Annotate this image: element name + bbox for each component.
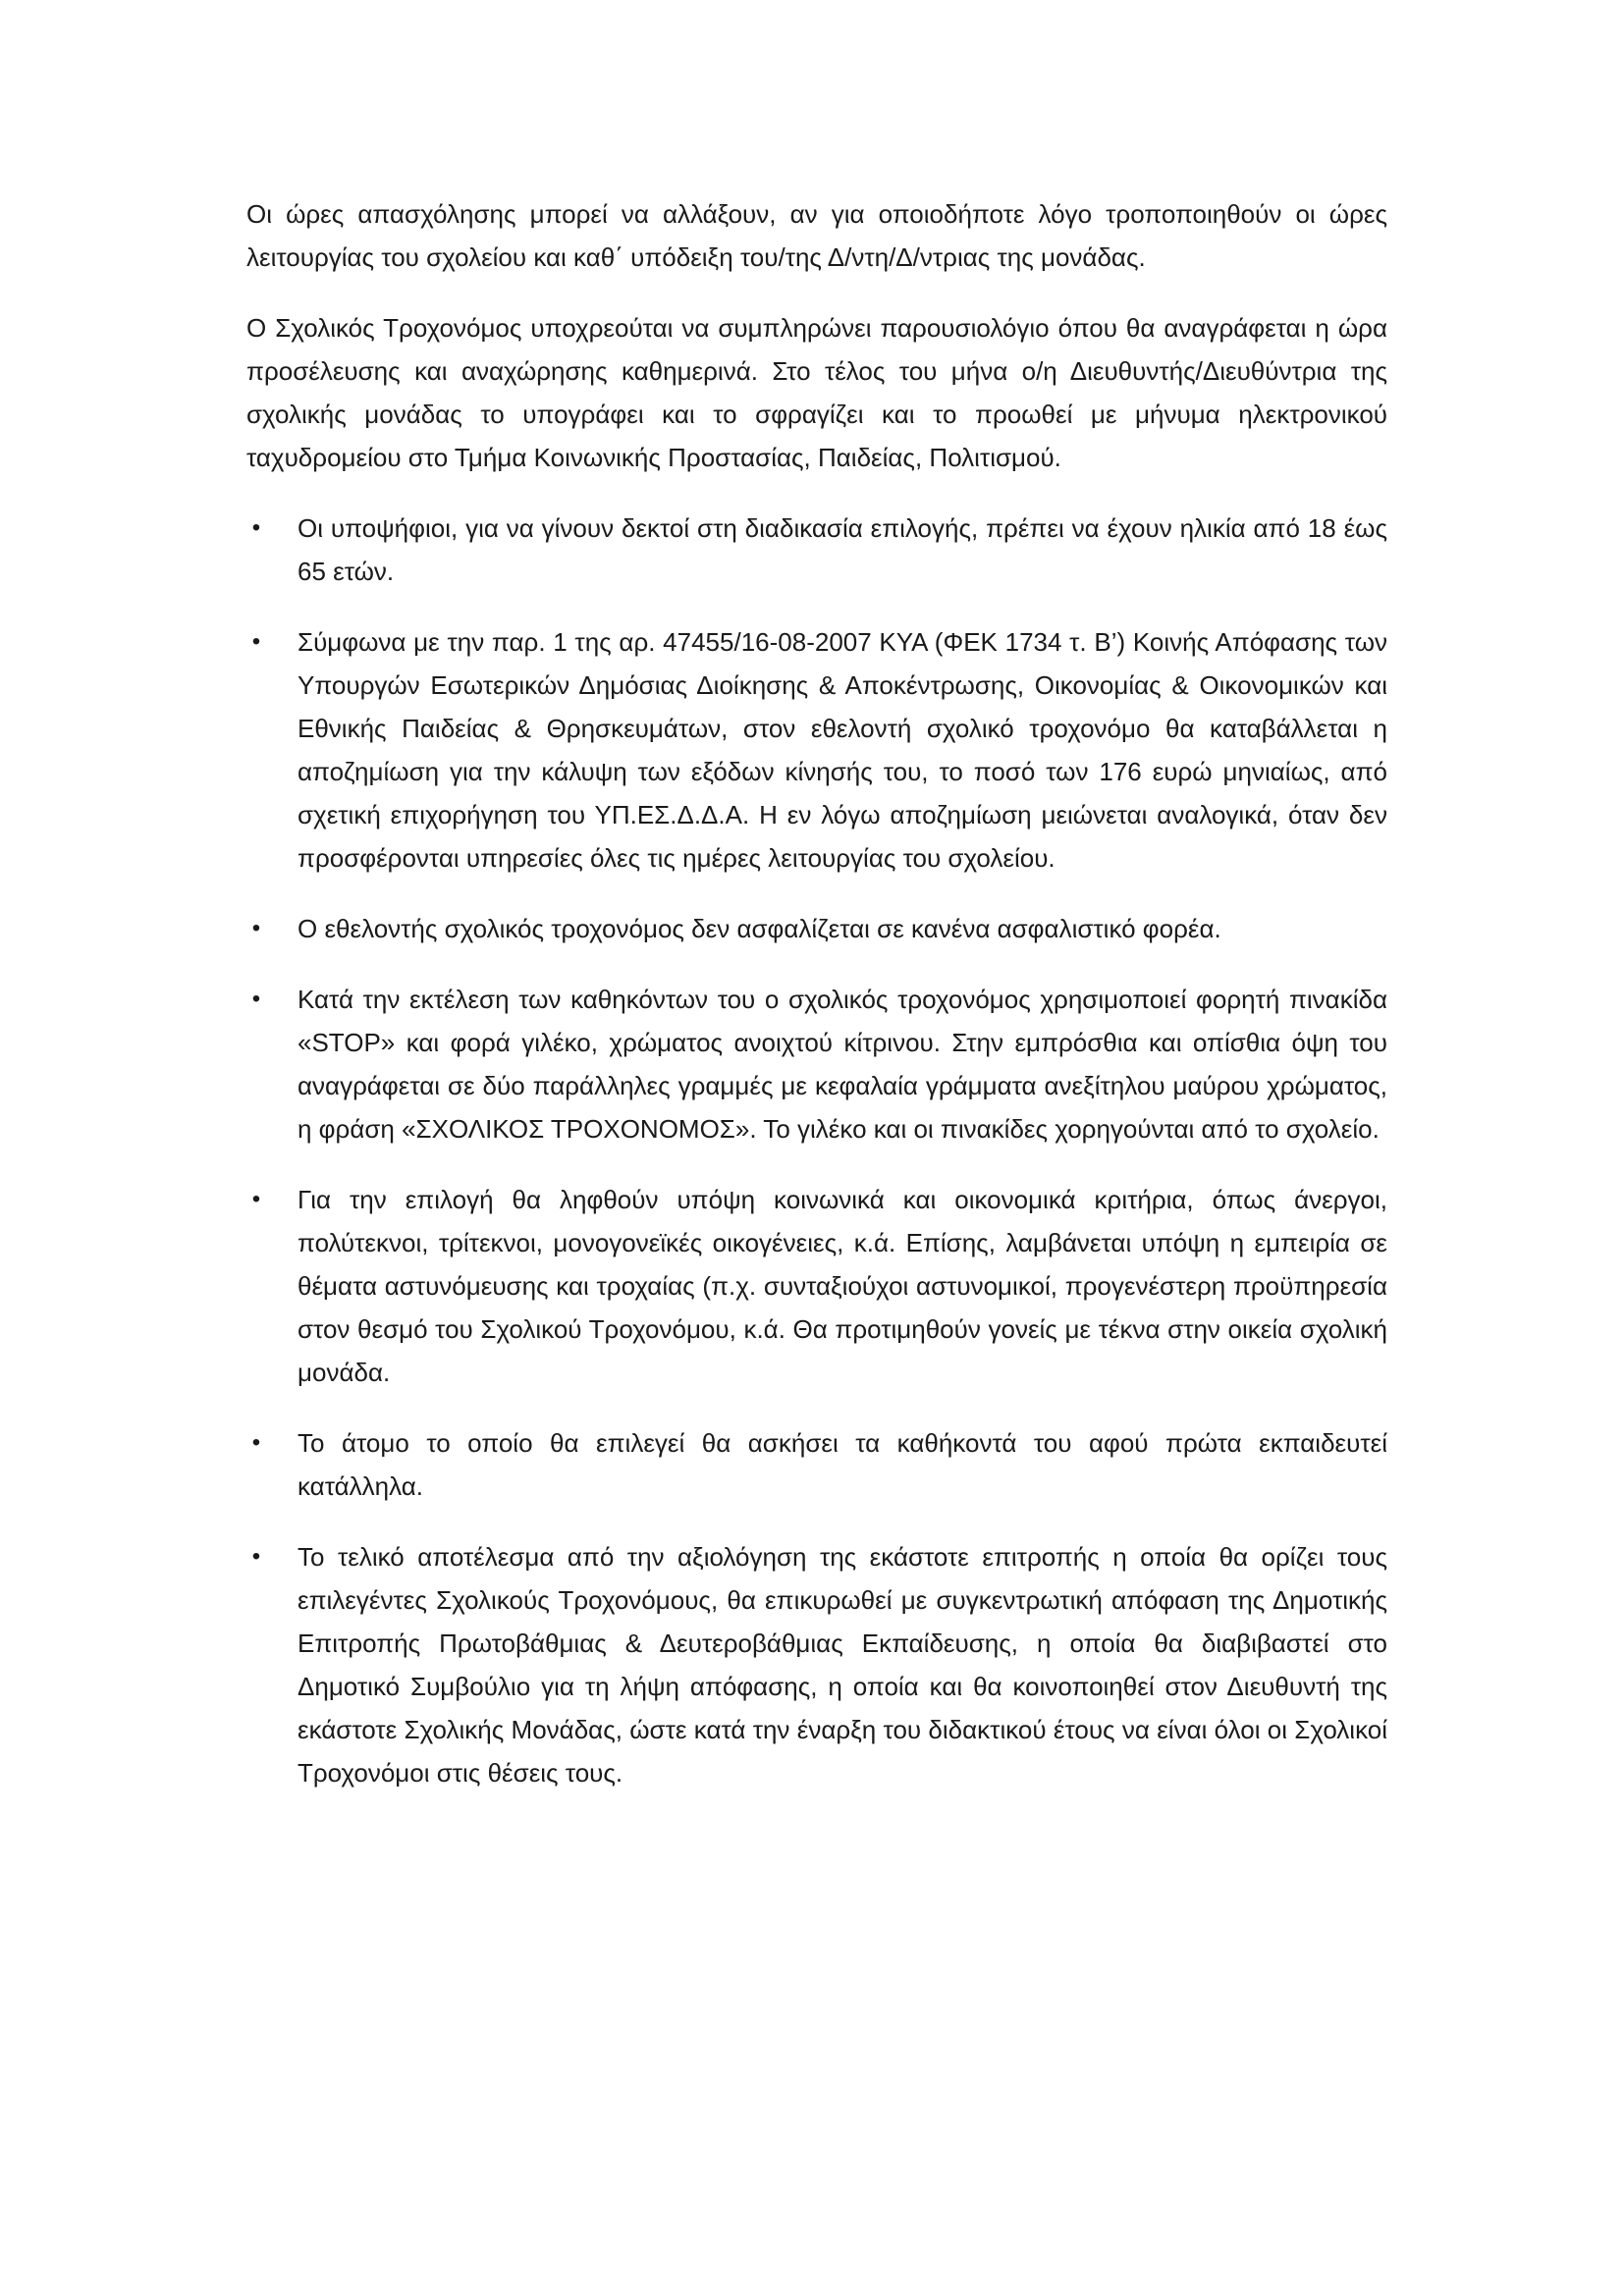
bullet-icon: • <box>251 1186 261 1212</box>
list-item <box>246 907 1387 950</box>
paragraph-attendance-sheet: Ο Σχολικός Τροχονόμος υποχρεούται να συμπληρώνει παρουσιολόγιο όπου θα αναγράφεται η ώρα προσέλευσης και αναχώρησης καθημερινά. Στο τέλος του μήνα ο/η Διευθυντής/Διευθύντρια της σχολικής μονάδας το υπογράφει και το σφραγίζει και το προωθεί με μήνυμα ηλεκτρονικού ταχυδρομείου στο Τμήμα Κοινωνικής Προστασίας, Παιδείας, Πολιτισμού. <box>246 313 1387 472</box>
list-item-text: Το τελικό αποτέλεσμα από την αξιολόγηση της εκάστοτε επιτροπής η οποία θα ορίζει τους επιλεγέντες Σχολικούς Τροχονόμους, θα επικυρωθεί με συγκεντρωτική απόφαση της Δημοτικής Επιτροπής Πρωτοβάθμιας & Δευτεροβάθμιας Εκπαίδευσης, η οποία θα διαβιβαστεί στο Δημοτικό Συμβούλιο για τη λήψη απόφασης, η οποία και θα κοινοποιηθεί στον Διευθυντή της εκάστοτε Σχολικής Μονάδας, ώστε κατά την έναρξη του διδακτικού έτους να είναι όλοι οι Σχολικοί Τροχονόμοι στις θέσεις τους. <box>298 1542 1387 1788</box>
bullet-icon: • <box>251 986 261 1012</box>
list-item-text: Σύμφωνα με την παρ. 1 της αρ. 47455/16-08-2007 ΚΥΑ (ΦΕΚ 1734 τ. Β’) Κοινής Απόφασης των Υπουργών Εσωτερικών Δημόσιας Διοίκησης & Αποκέντρωσης, Οικονομίας & Οικονομικών και Εθνικής Παιδείας & Θρησκευμάτων, στον εθελοντή σχολικό τροχονόμο θα καταβάλλεται η αποζημίωση για την κάλυψη των εξόδων κίνησής του, το ποσό των 176 ευρώ μηνιαίως, από σχετική επιχορήγηση του ΥΠ.ΕΣ.Δ.Δ.Α. Η εν λόγω αποζημίωση μειώνεται αναλογικά, όταν δεν προσφέρονται υπηρεσίες όλες τις ημέρες λειτουργίας του σχολείου. <box>298 627 1387 873</box>
list-item-text: Το άτομο το οποίο θα επιλεγεί θα ασκήσει τα καθήκοντά του αφού πρώτα εκπαιδευτεί κατάλληλα. <box>298 1428 1387 1501</box>
list-item <box>246 620 1387 880</box>
list-item-text: Ο εθελοντής σχολικός τροχονόμος δεν ασφαλίζεται σε κανένα ασφαλιστικό φορέα. <box>298 914 1221 943</box>
bullet-icon: • <box>251 514 261 541</box>
document-page <box>246 192 1387 1822</box>
bullet-icon: • <box>251 1543 261 1570</box>
list-item <box>246 1178 1387 1394</box>
list-item <box>246 1421 1387 1508</box>
list-item <box>246 507 1387 593</box>
list-item-text: Κατά την εκτέλεση των καθηκόντων του ο σχολικός τροχονόμος χρησιμοποιεί φορητή πινακίδα «STOP» και φορά γιλέκο, χρώματος ανοιχτού κίτρινου. Στην εμπρόσθια και οπίσθια όψη του αναγράφεται σε δύο παράλληλες γραμμές με κεφαλαία γράμματα ανεξίτηλου μαύρου χρώματος, η φράση «ΣΧΟΛΙΚΟΣ ΤΡΟΧΟΝΟΜΟΣ». Το γιλέκο και οι πινακίδες χορηγούνται από το σχολείο. <box>298 985 1387 1144</box>
bullet-icon: • <box>251 1429 261 1456</box>
bullet-icon: • <box>251 628 261 655</box>
list-item <box>246 978 1387 1150</box>
paragraph-working-hours: Οι ώρες απασχόλησης μπορεί να αλλάξουν, αν για οποιοδήποτε λόγο τροποποιηθούν οι ώρες λειτουργίας του σχολείου και καθ΄ υπόδειξη του/της Δ/ντη/Δ/ντριας της μονάδας. <box>246 199 1387 272</box>
requirements-list <box>246 507 1387 1794</box>
list-item-text: Για την επιλογή θα ληφθούν υπόψη κοινωνικά και οικονομικά κριτήρια, όπως άνεργοι, πολύτεκνοι, τρίτεκνοι, μονογονεϊκές οικογένειες, κ.ά. Επίσης, λαμβάνεται υπόψη η εμπειρία σε θέματα αστυνόμευσης και τροχαίας (π.χ. συνταξιούχοι αστυνομικοί, προγενέστερη προϋπηρεσία στον θεσμό του Σχολικού Τροχονόμου, κ.ά. Θα προτιμηθούν γονείς με τέκνα στην οικεία σχολική μονάδα. <box>298 1185 1387 1387</box>
bullet-icon: • <box>251 915 261 941</box>
list-item-text: Οι υποψήφιοι, για να γίνουν δεκτοί στη διαδικασία επιλογής, πρέπει να έχουν ηλικία από 18 έως 65 ετών. <box>298 513 1387 586</box>
list-item <box>246 1535 1387 1794</box>
